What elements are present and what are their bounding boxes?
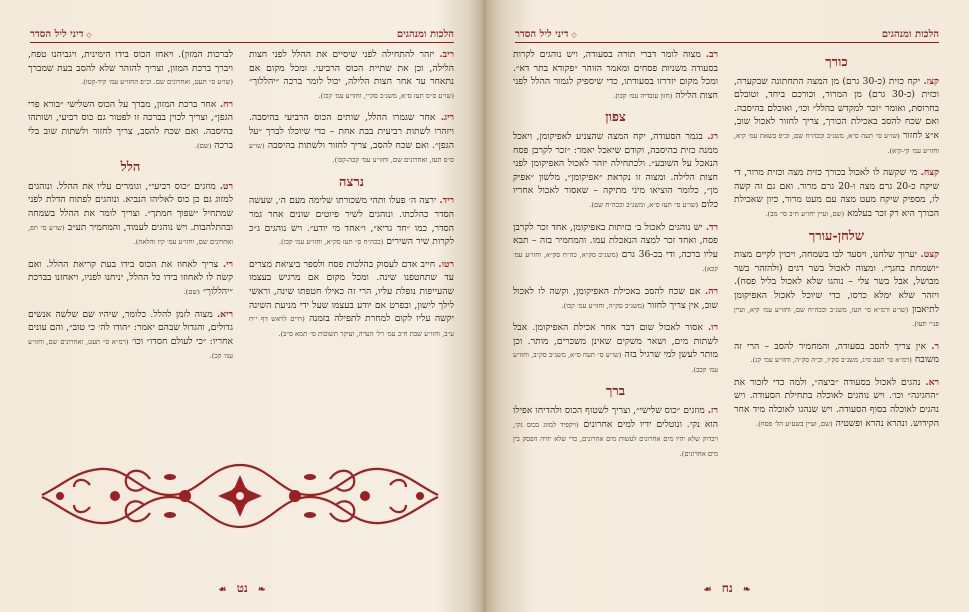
paragraph-text: בגמר הסעודה, יקח המצה שהצניע לאפיקומן, ויאכל ממנה כזית בהיסבה, וקודם שיאכל יאמר: ״זכר לקרבן פסח הנאכל על השובע״. ולכתחילה יזהר לאכול האפיקומן לפני חצות הלילה. ומצוה זו נקראת ״אפיקומן״, מלשון ״אפיק מן״, כלומר הוציאו מיני מתיקה – שאסור לאכול אחריו כלום	[513, 130, 718, 210]
halacha-paragraph	[249, 194, 454, 249]
paragraph-text: לברכות המזון). ויאחז הכוס בידו הימינית, ויגביהנו טפח, ויברך ברכת המזון, וצריך להזהר שלא להסב בעת שמברך	[28, 49, 233, 74]
source-note: (שם, ועיין יחו״ע ח״ב סי׳ מב).	[765, 209, 845, 218]
halacha-paragraph	[28, 308, 233, 364]
halacha-paragraph	[28, 258, 233, 300]
source-note: (ככה״ח ס״ תעז סק״א, וחזו״ע עמ׳ קכז).	[278, 238, 384, 247]
flourish-icon: ☙	[703, 585, 712, 595]
section-heading: כורך	[825, 55, 848, 70]
left-page-number: נט	[236, 581, 248, 595]
section-heading: ברך	[605, 384, 626, 400]
halacha-paragraph	[734, 376, 939, 431]
right-columns	[513, 48, 939, 469]
paragraph-number: רב.	[705, 49, 718, 60]
paragraph-number: קצח.	[920, 167, 939, 179]
halacha-paragraph	[28, 98, 233, 153]
paragraph-number: ריא.	[216, 308, 233, 320]
left-page-col-left	[28, 48, 233, 372]
right-header-right: ◇דיני ליל הסדר	[515, 29, 577, 40]
paragraph-text: אחר שגמרו ההלל, שותים הכוס הרביעי בהיסבה. ויזהרו לשתות רביעית בבת אחת – כדי שיוכלו לברך ״על הגפן״. ואם שכח להסב, צריך לחזור ולשתות בהיסבה	[249, 112, 454, 151]
paragraph-text: אם שכח להסב באכילת האפיקומן, וקשה לו לאכול שוב, אין צריך לחזור	[513, 285, 718, 311]
paragraph-number: רט.	[219, 180, 233, 192]
source-note: (ויקפיד למזוג בכוס נקי, ויבדוק שלא יהיו מים אחרונים לעשות מים אחרונים, כדי שלא יהיה הפסק בין מים אחרונים).	[513, 420, 718, 458]
source-note: (שם, ועיין בשע״ע הל׳ פסח).	[755, 419, 833, 428]
flourish-icon: ❧	[742, 585, 751, 595]
halacha-paragraph	[513, 48, 718, 103]
left-columns	[28, 48, 454, 372]
paragraph-number: רו.	[707, 322, 718, 334]
source-note: (חזון עובדיה עמ׳ קכו).	[613, 91, 673, 100]
right-folio	[485, 581, 969, 596]
paragraph-number: קצז.	[923, 75, 939, 87]
paragraph-text: צריך לאחוז את הכוס בידו בעת קריאת ההלל. ואם קשה לו לאחוזו בידו כל ההלל, יניחנו לפניו, ויאחזנו בברכת ״יהללוך״	[28, 258, 233, 297]
paragraph-text: מצוה לומר דברי תורה בסעודה, ויש נוהגים לקרות בסעודה משניות פסחים ומאמר הזוהר ״פקודא בתר דא״. ומכל מקום יזדרזו בסעודתו, כדי שיספיק לגמור ההלל לפני חצות הלילה	[513, 49, 718, 101]
paragraph-text: מוזגים ״כוס שלישי״, וצריך לשטוף הכוס ולהדיחו אפילו הוא נקי. ונוטלים ידיו למים אחרונים	[513, 405, 718, 430]
source-note: (שו״ע ס״ תעח ס״א, משנ״ב סק״ב, וחזו״ע עמ׳ קכב).	[513, 351, 718, 374]
section-heading: הלל	[120, 160, 141, 176]
floral-ornament-icon	[30, 455, 450, 537]
halacha-paragraph	[513, 285, 718, 313]
left-header-right: הלכות ומנהגים	[396, 29, 454, 40]
paragraph-text: מי שקשה לו לאכול בכורך כזית מצה וכזית מרור, די שיקח כ-20 גרם מצה ו-20 גרם מרור. ואם גם זה קשה לו, מספיק שיקח מעט מצה עם מעט מרור, כיון שאכילת הכורך היא רק זכר בעלמא	[734, 167, 939, 219]
halacha-paragraph	[513, 404, 718, 461]
source-note: (שו״ע ס״ תפ, ואחרונים שם, וחזו״ע עמ׳ קיז והלאה).	[28, 223, 233, 247]
paragraph-text: יקח כזית (כ-30 גרם) מן המצה התחתונה שבקערה, וכזית (כ-30 גרם) מן המרור, וכורכם ביחד, וטובלם בחרוסת, ואומר ״זכר למקדש כהלל״ וכו׳, ואוכלם בהיסבה. ואם שכח להסב באכילת הכורך, צריך לחזור לאכול שוב, א״צ לחזור	[734, 75, 939, 141]
halacha-paragraph	[513, 130, 718, 213]
right-page-number: נח	[721, 581, 733, 595]
paragraph-text: יזהר להתחילה לפני שיסיים את ההלל לפני חצות הלילה, וכן את שתיית הכוס הרביעי. ומכל מקום אם נתאחר עד אחר חצות הלילה, יכול לומר ברכה ״יהללוך״	[249, 49, 454, 88]
right-page-col-right	[734, 48, 939, 469]
paragraph-number: רטו.	[438, 258, 454, 270]
halacha-paragraph	[28, 180, 233, 250]
paragraph-text: יערוך שלחנו, ויסעד לבו בשמחה, ויכוין לקיים מצות ״ושמחת בחגך״. ומצוה לאכול בשר דגים (ולהזהר בשר מבושל, אבל בשר צלי – נוהגו שלא לאכול בליל פסח). ויזהר שלא ימלא כרסו, כדי שיוכל לאכול האפיקומן לתיאבון	[734, 249, 939, 315]
paragraph-number: רא.	[925, 376, 939, 388]
halacha-paragraph	[734, 248, 939, 332]
left-folio	[0, 581, 484, 596]
paragraph-number: רח.	[219, 98, 233, 110]
source-note: (שו״ע ורמ״א ס״ תעו, משנ״ב וככה״ח שם, וחזו״ע עמ׳ קיא, ועיין פנ״י תעו).	[734, 305, 939, 329]
source-note: (שם).	[183, 287, 200, 296]
halacha-paragraph	[249, 48, 454, 103]
paragraph-number: ריד.	[439, 195, 454, 207]
source-note: (רמ״א ס״ תעט, ואחרונים שם, וחזו״ע עמ׳ קכ).	[28, 337, 233, 361]
paragraph-number: רי.	[222, 258, 233, 270]
paragraph-text: יש נוהגים לאכול ב׳ כזיתות באפיקומן, אחד זכר לקרבן פסח, ואחד זכר למצה הנאכלת עמו. והמחמיר בזה – תבא עליו ברכה, ודי בכ-36 גרם	[513, 221, 718, 260]
left-page-col-right	[249, 48, 454, 372]
paragraph-text: אסור לאכול שום דבר אחר אכילת האפיקומן. אבל לשתות מים, ושאר משקים שאינן משכרים, מותר. וכן מותר לעשן למי שרגיל בזה	[513, 322, 718, 361]
paragraph-text: מוזגים ״כוס רביעי״, וגומרים עליו את ההלל. ונוהגים למזוג גם כן כוס לאליהו הנביא. ונוהגים לפתוח הדלת לפני שמתחיל ״שפוך חמתך״. וצריך לומר את ההלל בשמחה ובהתלהבות. ויש נוהגים לעמוד, והמחמיר תע״ב	[28, 180, 233, 233]
paragraph-number: ריב.	[439, 49, 454, 60]
left-header-left: ◇דיני ליל הסדר	[30, 29, 92, 40]
diamond-icon: ◇	[86, 30, 92, 39]
paragraph-text: ירצה ה׳ פעלו ותהי משכורתו שלימה מעם ה׳, שעשה הסדר כהלכתו. ונוהגים לשיר פיוטים שונים אחר גמר הסדר, כמו ״חד גדיא״, ו״אחד מי יודע״. ויש נוהגים ג״כ לקרות שיר השירים	[249, 195, 454, 248]
paragraph-number: רז.	[707, 405, 718, 417]
paragraph-text: אין צריך להסב בסעודה, והמחמיר להסב – הרי זה משובח	[734, 340, 939, 366]
paragraph-number: ריג.	[440, 112, 454, 124]
section-heading: צפון	[605, 110, 626, 126]
halacha-paragraph	[249, 258, 454, 342]
paragraph-text: מצוה לזמן להלל. כלומר, שיהיו שם שלשה אנשים גדולים, והגדול שבהם יאמר: ״הודו לה׳ כי טוב״, והם עונים אחריו: ״כי לעולם חסדו״ וכו׳	[28, 308, 233, 347]
paragraph-text: חייב אדם לעסוק בהלכות פסח ולספר ביציאת מצרים עד שתחטפנו שינה. ומכל מקום אם מרגיש בעצמו שהעייפות נופלת עליו, הרי זה כאילו חטפתו שינה, וראשי לילך לישון, ובפרט אם יודע בעצמו שעל ידי מניעת השינה יקשה עליו לקום למחרת לתפילה בזמנה	[249, 258, 454, 325]
source-note: (שו״ע ס״ תעה ס״א, משנ״ב וככה״ח שם, וכ״פ בשאת עמ׳ קיא, וחזו״ע עמ׳ קי-קיא).	[734, 131, 939, 155]
halacha-paragraph	[513, 321, 718, 377]
section-heading: נרצה	[339, 174, 364, 190]
halacha-paragraph	[734, 340, 939, 368]
diamond-icon: ◇	[571, 30, 577, 39]
paragraph-number: קצט.	[920, 249, 939, 261]
source-note: (שם).	[194, 141, 212, 150]
source-note: (משנ״ב סק״ה, וחזו״ע עמ׳ קכו).	[561, 301, 645, 310]
halacha-paragraph	[734, 166, 939, 221]
paragraph-number: רד.	[705, 221, 718, 233]
paragraph-text: אחר ברכת המזון, מברך על הכוס השלישי ״בורא פרי הגפן״, וצריך לכוין בברכה זו לפטור גם כוס רביעי, ושותהו בהיסבה. ואם שכח להסב, צריך לחזור ולשתות שוב בלי ברכה	[28, 98, 233, 151]
left-page	[0, 0, 484, 612]
left-running-header	[30, 22, 454, 43]
source-note: (שו״ע ס״ תעז ס״א, ומשנ״ב וככה״ח שם).	[589, 200, 699, 209]
right-page	[485, 0, 969, 612]
paragraph-text: נהגים לאכול בסעודה ״ביצה״, ולמה כדי לזכור את ״החגיגה״ וכו׳. ויש נוהגים לאוכלה בתחילת הסעודה. ויש נהגים לאוכלה בסוף הסעודה. ויש שנהגו לאוכלה מיד אחר הקידוש. ונהרא נהרא ופשטיה	[734, 376, 939, 429]
paragraph-number: רה.	[705, 285, 718, 297]
right-page-col-left	[513, 48, 718, 469]
paragraph-number: ר.	[931, 340, 939, 352]
source-note: (שו״ע ס״ס תעז ס״א, משנ״ב סק״י, וחזו״ע עמ׳ קכז).	[318, 91, 454, 100]
halacha-paragraph	[734, 75, 939, 159]
halacha-paragraph	[513, 221, 718, 277]
source-note: (שו״ע ס״ תעט, ואחרונים שם. וכ״פ החזו״ע עמ׳ קיד-קטו).	[81, 78, 233, 87]
halacha-paragraph	[28, 48, 233, 90]
source-note: (משנ״ב סק״א, כה״ח סק״א, וחזו״ע עמ׳ קכא).	[513, 250, 718, 274]
halacha-paragraph	[249, 111, 454, 167]
right-running-header	[515, 22, 939, 43]
source-note: (חיים לראש דף י״ח ע״ב, וחזו״ע שבת ח״ב עמ׳ רל׳ הערה, ועיקר תשובות ס״ תמא ס״ב).	[249, 315, 454, 338]
flourish-icon: ☙	[218, 585, 227, 595]
right-header-left: הלכות ומנהגים	[881, 29, 939, 40]
source-note: (שו״ע ס״ס תעז, ואחרונים שם, וחזו״ע עמ׳ קכה-קכו).	[249, 141, 454, 165]
section-heading: שלחן-עורך	[808, 228, 865, 244]
paragraph-number: רג.	[707, 130, 718, 142]
source-note: (רמ״א ס״ תעב ס״ג, משנ״ב סק״ו, וכ״ה סק״ה, וחזו״ע עמ׳ קנ).	[750, 356, 912, 365]
flourish-icon: ❧	[258, 585, 266, 595]
